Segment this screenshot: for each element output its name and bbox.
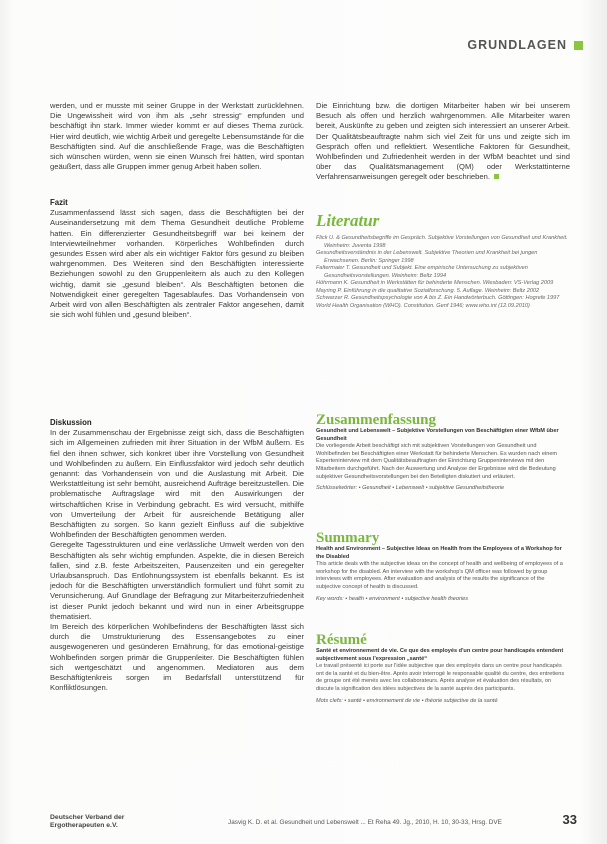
page-number: 33	[562, 812, 577, 827]
literatur-heading: Literatur	[316, 211, 380, 230]
literature-item: Höhrmann K. Gesundheit in Werkstätten für behinderte Menschen. Wiesbaden: VS-Verlag 2009	[316, 280, 554, 286]
summary-subtitle: Health and Environment – Subjective Ideas on Health from the Employees of a Workshop for the Disabled	[316, 546, 562, 560]
summary-keywords: Key words: • health • environment • subjective health theories	[316, 595, 469, 602]
literature-list	[316, 235, 570, 310]
citation-footer: Jasvig K. D. et al. Gesundheit und Lebenswelt ... Et Reha 49. Jg., 2010, H. 10, 30-33, Hrsg. DVE	[228, 819, 502, 826]
diskussion-paragraph-3: Im Bereich des körperlichen Wohlbefindens der Beschäftigten lässt sich durch die Umstrukturierung des Essensangebotes zu einer ausgewogeneren und gesünderen Ernährung, für das emotional-geistige Wohlbefinden sorgen primär die Gruppenleiter. Die Beschäftigten fühlen sich wertgeschätzt und angenommen. Mediatoren aus dem Beschäftigtenkreis sorgen im Bedarfsfall unterstützend für Konfliktlösungen.	[50, 622, 304, 693]
section-marker-square	[574, 41, 583, 50]
left-intro-paragraph: werden, und er musste mit seiner Gruppe in der Werkstatt zurücklehnen. Die Ungewissheit wird von ihm als „sehr stressig“ empfunden und beschäftigt ihn stark. Immer wieder kommt er auf dieses Thema zurück. Hier wird deutlich, wie wichtig Arbeit und geregelte Lebensumstände für die Beschäftigten sind. Auf die anschließende Frage, was die Beschäftigten sich wünschen würden, wenn sie einen Wunsch frei hätten, wird spontan geäußert, dass alle Gruppen immer genug Arbeit haben sollen.	[50, 101, 304, 172]
diskussion-paragraph-1: In der Zusammenschau der Ergebnisse zeigt sich, dass die Beschäftigten sich im Allgemeinen zufrieden mit ihrer Situation in der WfbM äußern. Es fiel den ihnen schwer, sich konkret über ihre Vorstellung von Gesundheit und Wohlbefinden zu äußern. Ein Einflussfaktor wird jedoch sehr deutlich genannt: das Vorhandensein von und die Auslastung mit Arbeit. Die Werkstattleitung ist sehr bemüht, ausreichend Aufträge bereitzustellen. Die problematische Auftragslage wird mit den Auswirkungen der wirtschaftlichen Krise in Verbindung gebracht. Es wird versucht, mithilfe von Umverteilung der Arbeit für ausreichende Betätigung aller Beschäftigten zu sorgen. So kann gezielt Einfluss auf die subjektive Wohlbefinden der Beschäftigten genommen werden.	[50, 428, 304, 540]
resume-keywords: Mots clefs: • santé • environnement de vie • théorie subjective de la santé	[316, 697, 498, 704]
fazit-section	[50, 198, 304, 320]
zusammenfassung-text: Die vorliegende Arbeit beschäftigt sich mit subjektiven Vorstellungen von Gesundheit und Wohlbefinden bei Beschäftigten einer Werkstatt für behinderte Menschen. Es wurden nach einem Experteninterview mit dem Qualitätsbeauftragten der Einrichtung Gruppeninterviews mit den Mitarbeitern durchgeführt. Nach der Auswertung und Analyse der Ergebnisse wird die Bedeutung subjektiver Gesundheitsvorstellungen bei den Beteiligten diskutiert und erläutert.	[316, 443, 558, 480]
literature-item: World Health Organisation (WHO). Constitution. Genf 1946; www.who.int (12.09.2010)	[316, 302, 530, 309]
diskussion-section	[50, 418, 304, 693]
zusammenfassung-abstract	[316, 412, 570, 493]
summary-text: This article deals with the subjective ideas on the concept of health and wellbeing of employees of a workshop for the disabled. An interview with the workshop's QM officer was followed by group interviews with employees. After evaluation and analysis of the results the significance of the subjective concept of health is discussed.	[316, 561, 563, 590]
end-marker-square	[494, 174, 499, 179]
diskussion-paragraph-2: Geregelte Tagesstrukturen und eine verlässliche Umwelt werden von den Beschäftigten als sehr wichtig empfunden. Aspekte, die in diesen Bereich fallen, sind z.B. feste Arbeitszeiten, Pausenzeiten und ein geregelter Urlaubsanspruch. Das Entlohnungssystem ist ebenfalls bekannt. Es ist jedoch für die Beschäftigten unverständlich formuliert und führt somit zu Verunsicherung. Auf Grundlage der Befragung zur Mitarbeiterzufriedenheit ist dieser Punkt jedoch bekannt und wird nun in einer Arbeitsgruppe thematisiert.	[50, 540, 304, 621]
right-intro-paragraph: Die Einrichtung bzw. die dortigen Mitarbeiter haben wir bei unserem Besuch als offen und herzlich wahrgenommen. Alle Mitarbeiter waren bereit, Auskünfte zu geben und zeigten sich interessiert an unserer Arbeit. Der Qualitätsbeauftragte nahm sich viel Zeit für uns und zeigte sich im Gespräch offen und reflektiert. Wesentliche Faktoren für Gesundheit, Wohlbefinden und Zufriedenheit werden in der WfbM beachtet und sind über das Qualitätsmanagement (QM) oder Werkstattinterne Verfahrensanweisungen geregelt oder beschrieben.	[316, 101, 570, 182]
fazit-text: Zusammenfassend lässt sich sagen, dass die Beschäftigten bei der Auseinandersetzung mit dem Thema Gesundheit deutliche Probleme hatten. Ein differenzierter Gesundheitsbegriff war bei keinem der Interviewteilnehmer vorhanden. Körperliches Wohlbefinden durch gesundes Essen wird aber als ein wichtiger Faktor fürs gesund zu bleiben wahrgenommen. Des Weiteren sind den Beschäftigten interessierte Beziehungen sowohl zu den Gruppenleitern als auch zu den Kollegen wichtig, damit sie „gesund bleiben“. Als Beschäftigten betonen die Notwendigkeit einer geregelten Tagesablaufes. Das Vorhandensein von Arbeit wird von allen Beschäftigten als zentraler Faktor angesehen, damit sie sich wohl fühlen und „gesund bleiben“.	[50, 208, 304, 320]
zusammenfassung-heading: Zusammenfassung	[316, 412, 437, 428]
resume-heading: Résumé	[316, 632, 367, 648]
literature-item: Flick U. & Gesundheitsbegriffe im Gespräch. Subjektive Vorstellungen von Gesundheit und Krankheit. Weinheim: Juventa 1998	[316, 235, 568, 249]
section-header	[467, 38, 583, 52]
literature-item: Schwarzer R. Gesundheitspsychologie von A bis Z. Ein Handwörterbuch. Göttingen: Hogrefe 1997	[316, 295, 560, 301]
literature-item: Mayring P. Einführung in die qualitative Sozialforschung. 5. Auflage. Weinheim: Beltz 2002	[316, 287, 540, 294]
resume-abstract	[316, 632, 570, 705]
zusammenfassung-subtitle: Gesundheit und Lebenswelt – Subjektive Vorstellungen von Beschäftigten einer WfbM über Gesundheit	[316, 428, 559, 442]
resume-subtitle: Santé et environnement de vie. Ce que des employés d'un centre pour handicapés entendent subjectivement sous l'expression „santé“	[316, 648, 564, 662]
summary-abstract	[316, 530, 570, 603]
diskussion-heading: Diskussion	[50, 418, 92, 427]
zusammenfassung-keywords: Schlüsselwörter: • Gesundheit • Lebenswelt • subjektive Gesundheitstheorie	[316, 485, 505, 492]
summary-heading: Summary	[316, 530, 380, 546]
literature-item: Gesundheitsverständnis in der Lebenswelt. Subjektive Theorien und Krankheit bei jungen Erwachsenen. Berlin: Springer 1998	[316, 250, 538, 264]
publisher-footer: Deutscher Verband der Ergotherapeuten e.V.	[50, 814, 125, 829]
section-title: GRUNDLAGEN	[467, 38, 567, 52]
literature-item: Faltermaier T. Gesundheit und Subjekt. Eine empirische Untersuchung zu subjektiven Gesundheitsvorstellungen. Weinheim: Beltz 1994	[316, 265, 528, 279]
resume-text: Le travail présenté ici porte sur l'idée subjective que des employés dans un centre pour handicapés ont de la santé et du bien-être. Après avoir interrogé le responsable qualité du centre, des entretiens de groupe ont été menés avec les collaborateurs. Après analyse et évaluation des résultats, on discute la signification des idées subjectives de la santé auprès des participants.	[316, 663, 565, 692]
fazit-heading: Fazit	[50, 198, 68, 207]
